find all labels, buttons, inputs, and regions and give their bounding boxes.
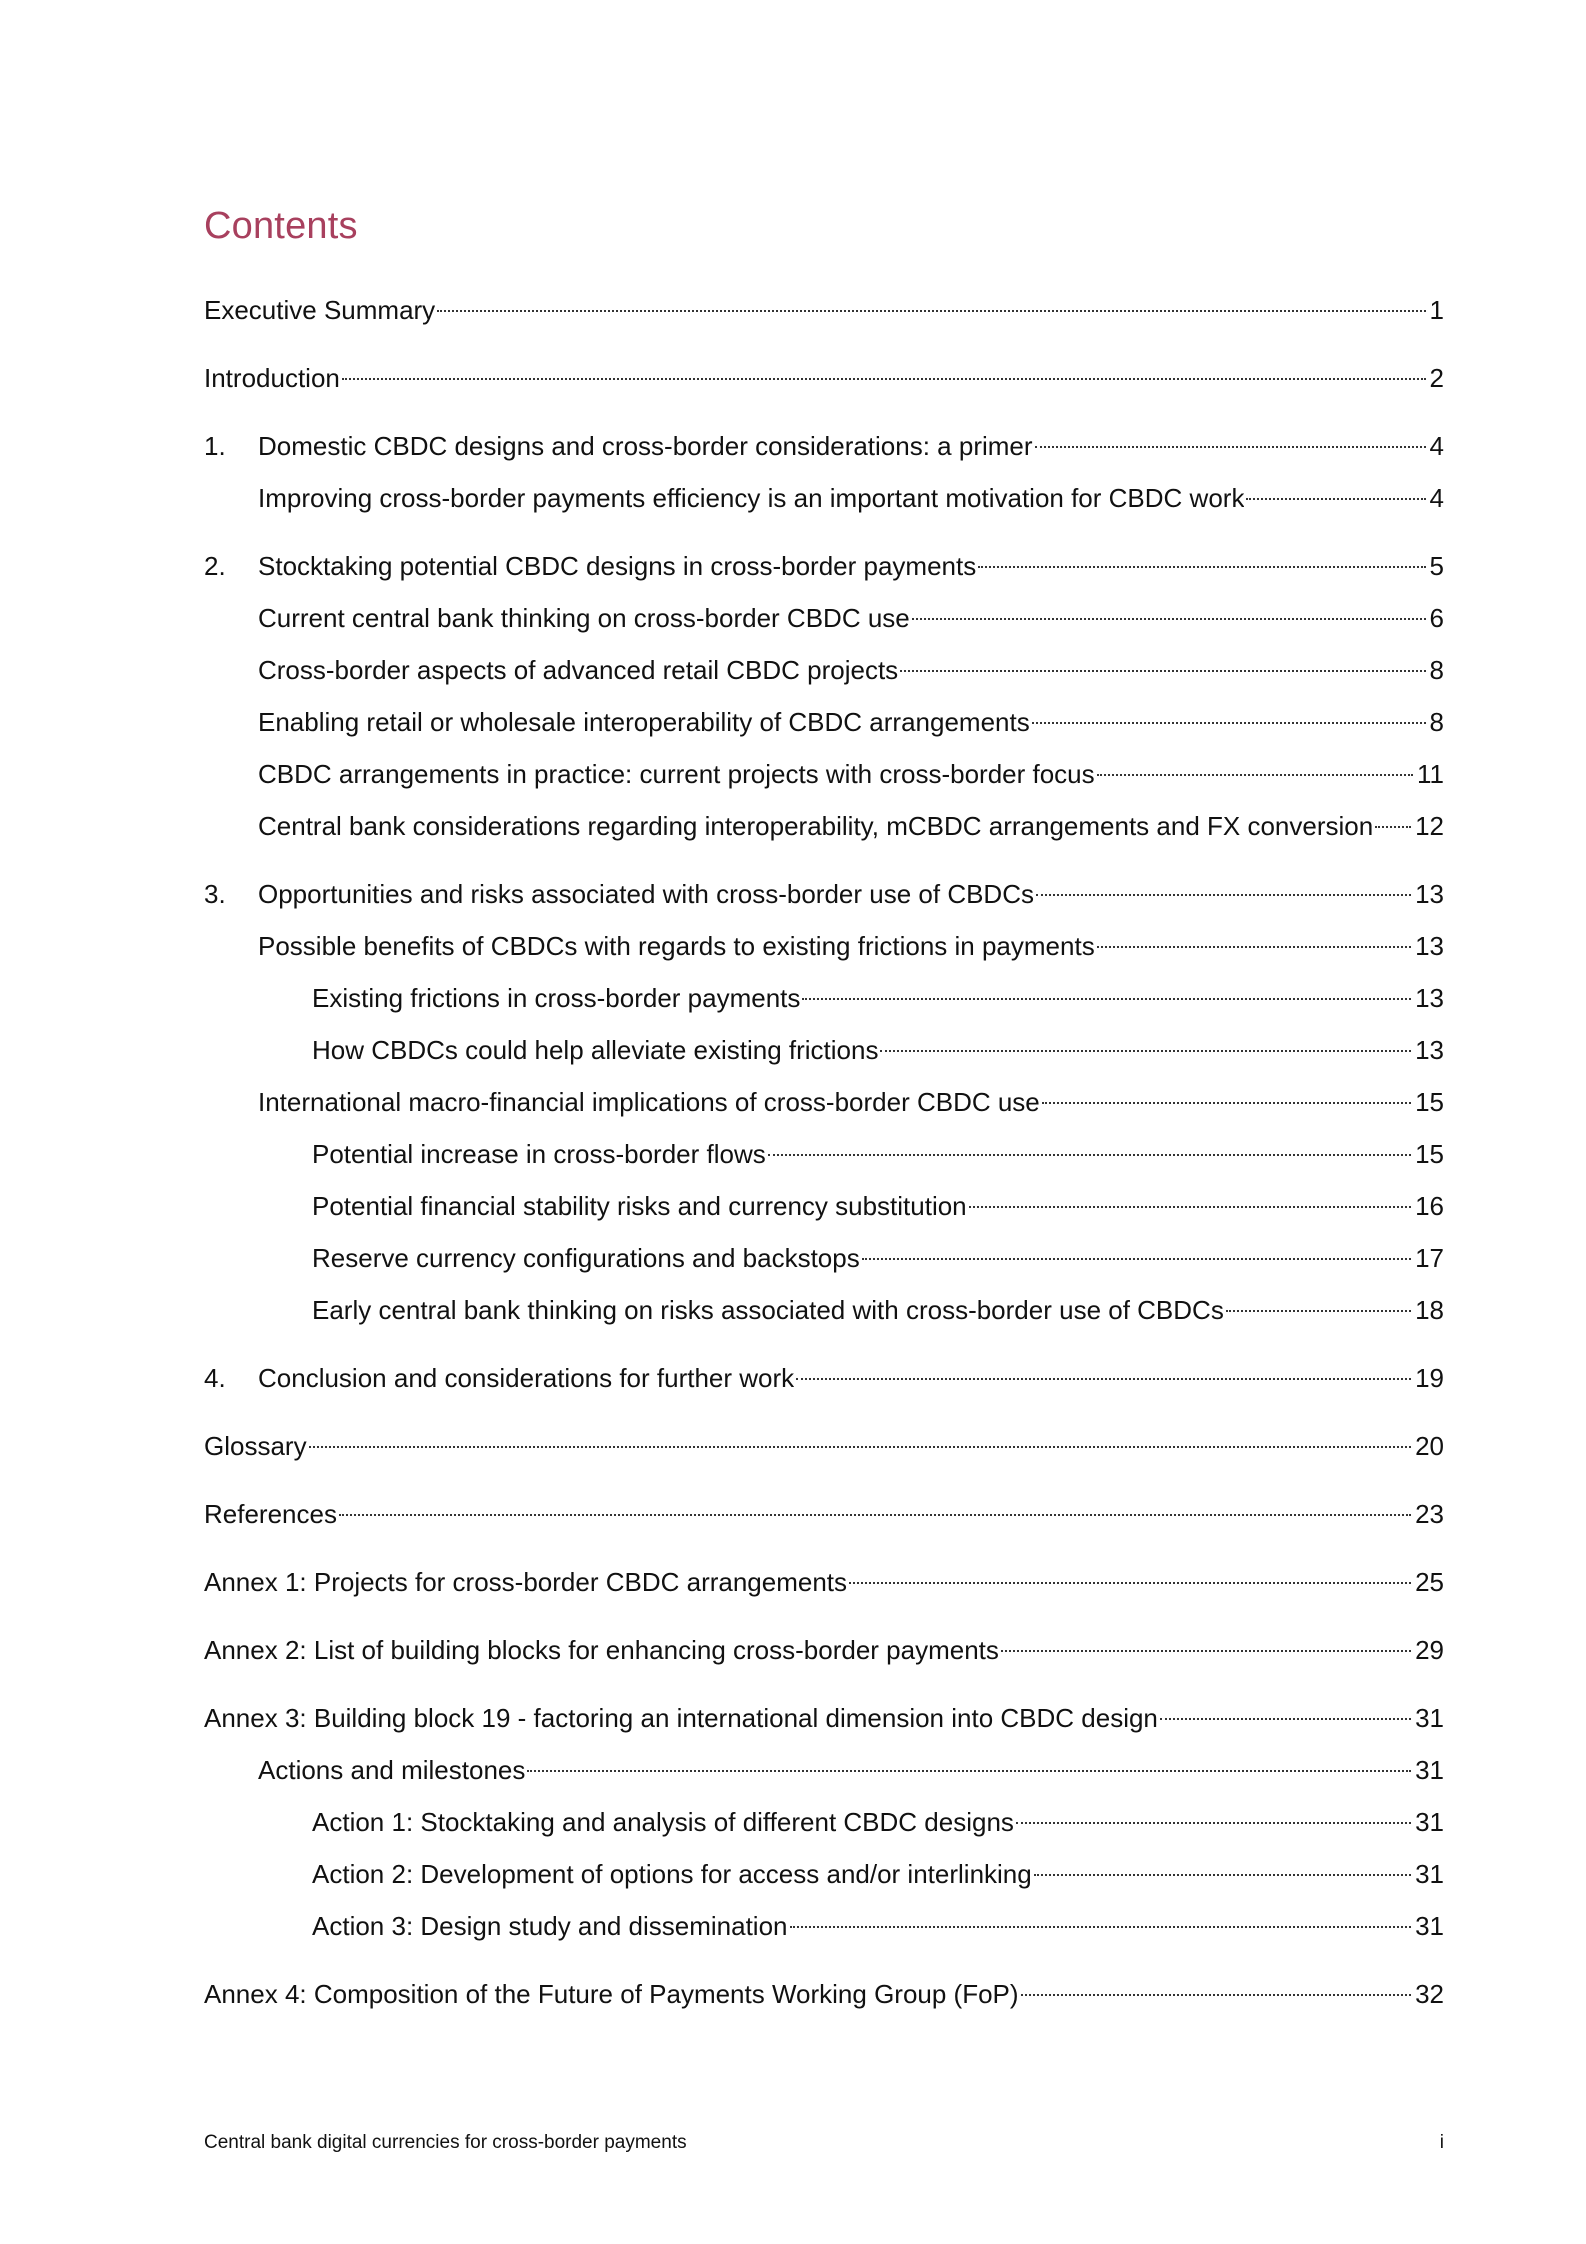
toc-entry[interactable] bbox=[204, 1700, 1444, 1752]
toc-entry-page: 31 bbox=[1415, 1703, 1444, 1733]
toc-entry[interactable] bbox=[204, 928, 1444, 980]
toc-dot-leader bbox=[912, 618, 1426, 620]
toc-dot-leader bbox=[342, 378, 1426, 380]
toc-entry-page: 31 bbox=[1415, 1859, 1444, 1889]
toc-entry[interactable] bbox=[204, 704, 1444, 756]
toc-entry-page: 19 bbox=[1415, 1363, 1444, 1393]
toc-entry[interactable] bbox=[204, 1804, 1444, 1856]
footer-document-title: Central bank digital currencies for cross-border payments bbox=[204, 2132, 687, 2153]
toc-entry-title: How CBDCs could help alleviate existing frictions bbox=[312, 1035, 879, 1065]
toc-entry[interactable] bbox=[204, 600, 1444, 652]
toc-entry[interactable] bbox=[204, 428, 1444, 480]
toc-entry[interactable] bbox=[204, 1976, 1444, 2028]
toc-entry-title: Annex 3: Building block 19 - factoring an international dimension into CBDC design bbox=[204, 1703, 1158, 1733]
toc-entry[interactable] bbox=[204, 1428, 1444, 1480]
toc-entry-page: 5 bbox=[1429, 551, 1444, 581]
toc-entry-number: 1. bbox=[204, 431, 226, 461]
toc-entry[interactable] bbox=[204, 292, 1444, 344]
toc-entry-title: Potential financial stability risks and currency substitution bbox=[312, 1191, 967, 1221]
toc-dot-leader bbox=[862, 1258, 1411, 1260]
toc-entry[interactable] bbox=[204, 652, 1444, 704]
toc-dot-leader bbox=[527, 1770, 1411, 1772]
toc-entry-title: Action 3: Design study and dissemination bbox=[312, 1911, 788, 1941]
toc-dot-leader bbox=[437, 310, 1425, 312]
toc-entry-page: 15 bbox=[1415, 1139, 1444, 1169]
toc-dot-leader bbox=[880, 1050, 1411, 1052]
page-footer bbox=[204, 2132, 1444, 2154]
toc-entry[interactable] bbox=[204, 480, 1444, 532]
toc-dot-leader bbox=[1226, 1310, 1411, 1312]
toc-entry-title: Actions and milestones bbox=[258, 1755, 526, 1785]
toc-entry[interactable] bbox=[204, 808, 1444, 860]
toc-entry-page: 31 bbox=[1415, 1755, 1444, 1785]
toc-entry-title: Stocktaking potential CBDC designs in cross-border payments bbox=[258, 551, 977, 581]
toc-dot-leader bbox=[1097, 946, 1411, 948]
toc-entry-title: Enabling retail or wholesale interoperability of CBDC arrangements bbox=[258, 707, 1030, 737]
toc-entry-title: Reserve currency configurations and backstops bbox=[312, 1243, 860, 1273]
toc-entry-page: 1 bbox=[1429, 295, 1444, 325]
page-title: Contents bbox=[204, 205, 358, 247]
toc-entry[interactable] bbox=[204, 1632, 1444, 1684]
toc-entry-title: Improving cross-border payments efficiency is an important motivation for CBDC work bbox=[258, 483, 1245, 513]
toc-dot-leader bbox=[1036, 894, 1411, 896]
toc-entry-page: 23 bbox=[1415, 1499, 1444, 1529]
toc-entry-title: Central bank considerations regarding interoperability, mCBDC arrangements and FX conversion bbox=[258, 811, 1374, 841]
toc-dot-leader bbox=[969, 1206, 1411, 1208]
toc-entry-page: 13 bbox=[1415, 931, 1444, 961]
toc-entry-page: 31 bbox=[1415, 1911, 1444, 1941]
toc-dot-leader bbox=[1034, 1874, 1411, 1876]
toc-dot-leader bbox=[796, 1378, 1411, 1380]
toc-entry-title: Potential increase in cross-border flows bbox=[312, 1139, 766, 1169]
toc-entry[interactable] bbox=[204, 1188, 1444, 1240]
toc-entry[interactable] bbox=[204, 1496, 1444, 1548]
toc-dot-leader bbox=[1160, 1718, 1411, 1720]
toc-entry-page: 2 bbox=[1429, 363, 1444, 393]
toc-dot-leader bbox=[768, 1154, 1411, 1156]
toc-entry-page: 16 bbox=[1415, 1191, 1444, 1221]
table-of-contents bbox=[204, 292, 1444, 2028]
toc-entry-page: 13 bbox=[1415, 983, 1444, 1013]
toc-entry-title: Annex 4: Composition of the Future of Payments Working Group (FoP) bbox=[204, 1979, 1019, 2009]
toc-entry-page: 20 bbox=[1415, 1431, 1444, 1461]
toc-entry-title: Opportunities and risks associated with cross-border use of CBDCs bbox=[258, 879, 1034, 909]
toc-entry-page: 6 bbox=[1429, 603, 1444, 633]
toc-entry[interactable] bbox=[204, 876, 1444, 928]
toc-dot-leader bbox=[309, 1446, 1412, 1448]
toc-entry-page: 31 bbox=[1415, 1807, 1444, 1837]
toc-entry-title: Early central bank thinking on risks associated with cross-border use of CBDCs bbox=[312, 1295, 1224, 1325]
toc-entry[interactable] bbox=[204, 1752, 1444, 1804]
toc-entry[interactable] bbox=[204, 548, 1444, 600]
toc-entry[interactable] bbox=[204, 1908, 1444, 1960]
toc-entry-page: 8 bbox=[1429, 655, 1444, 685]
toc-entry-title: Executive Summary bbox=[204, 295, 436, 325]
toc-entry[interactable] bbox=[204, 1856, 1444, 1908]
toc-dot-leader bbox=[978, 566, 1425, 568]
toc-entry[interactable] bbox=[204, 1032, 1444, 1084]
toc-entry-page: 13 bbox=[1415, 879, 1444, 909]
toc-entry-page: 32 bbox=[1415, 1979, 1444, 2009]
toc-entry-title: Action 2: Development of options for access and/or interlinking bbox=[312, 1859, 1032, 1889]
toc-entry[interactable] bbox=[204, 1360, 1444, 1412]
toc-dot-leader bbox=[849, 1582, 1411, 1584]
toc-entry-title: Existing frictions in cross-border payments bbox=[312, 983, 801, 1013]
toc-entry-title: Annex 2: List of building blocks for enhancing cross-border payments bbox=[204, 1635, 999, 1665]
toc-entry-page: 4 bbox=[1429, 483, 1444, 513]
toc-entry[interactable] bbox=[204, 1136, 1444, 1188]
toc-entry-page: 12 bbox=[1415, 811, 1444, 841]
toc-entry-page: 17 bbox=[1415, 1243, 1444, 1273]
toc-entry[interactable] bbox=[204, 1084, 1444, 1136]
toc-entry[interactable] bbox=[204, 360, 1444, 412]
toc-entry[interactable] bbox=[204, 980, 1444, 1032]
toc-dot-leader bbox=[1016, 1822, 1411, 1824]
toc-entry-page: 15 bbox=[1415, 1087, 1444, 1117]
toc-dot-leader bbox=[790, 1926, 1412, 1928]
toc-dot-leader bbox=[1097, 774, 1413, 776]
toc-dot-leader bbox=[1021, 1994, 1412, 1996]
toc-entry-number: 2. bbox=[204, 551, 226, 581]
toc-dot-leader bbox=[1246, 498, 1425, 500]
toc-entry-title: Current central bank thinking on cross-border CBDC use bbox=[258, 603, 910, 633]
toc-entry-title: Conclusion and considerations for further work bbox=[258, 1363, 795, 1393]
toc-entry-page: 18 bbox=[1415, 1295, 1444, 1325]
toc-entry-title: Domestic CBDC designs and cross-border considerations: a primer bbox=[258, 431, 1033, 461]
toc-dot-leader bbox=[802, 998, 1411, 1000]
toc-dot-leader bbox=[1042, 1102, 1411, 1104]
toc-entry[interactable] bbox=[204, 756, 1444, 808]
toc-entry-title: Cross-border aspects of advanced retail CBDC projects bbox=[258, 655, 899, 685]
toc-entry-title: CBDC arrangements in practice: current projects with cross-border focus bbox=[258, 759, 1095, 789]
toc-entry-page: 25 bbox=[1415, 1567, 1444, 1597]
toc-entry-title: Glossary bbox=[204, 1431, 307, 1461]
toc-entry[interactable] bbox=[204, 1240, 1444, 1292]
toc-dot-leader bbox=[1032, 722, 1426, 724]
toc-entry-number: 4. bbox=[204, 1363, 226, 1393]
footer-page-number: i bbox=[1439, 2132, 1444, 2153]
toc-entry-page: 4 bbox=[1429, 431, 1444, 461]
toc-entry-title: References bbox=[204, 1499, 337, 1529]
toc-entry-page: 8 bbox=[1429, 707, 1444, 737]
toc-entry-title: Annex 1: Projects for cross-border CBDC arrangements bbox=[204, 1567, 848, 1597]
toc-dot-leader bbox=[1375, 826, 1411, 828]
toc-entry-page: 29 bbox=[1415, 1635, 1444, 1665]
toc-entry-page: 13 bbox=[1415, 1035, 1444, 1065]
toc-entry-title: Action 1: Stocktaking and analysis of different CBDC designs bbox=[312, 1807, 1014, 1837]
toc-entry[interactable] bbox=[204, 1292, 1444, 1344]
toc-entry-page: 11 bbox=[1417, 759, 1444, 789]
toc-dot-leader bbox=[1001, 1650, 1411, 1652]
toc-entry-number: 3. bbox=[204, 879, 226, 909]
toc-entry[interactable] bbox=[204, 1564, 1444, 1616]
toc-entry-title: International macro-financial implications of cross-border CBDC use bbox=[258, 1087, 1040, 1117]
toc-dot-leader bbox=[900, 670, 1425, 672]
toc-entry-title: Possible benefits of CBDCs with regards to existing frictions in payments bbox=[258, 931, 1095, 961]
toc-entry-title: Introduction bbox=[204, 363, 340, 393]
toc-dot-leader bbox=[1035, 446, 1426, 448]
toc-dot-leader bbox=[339, 1514, 1411, 1516]
